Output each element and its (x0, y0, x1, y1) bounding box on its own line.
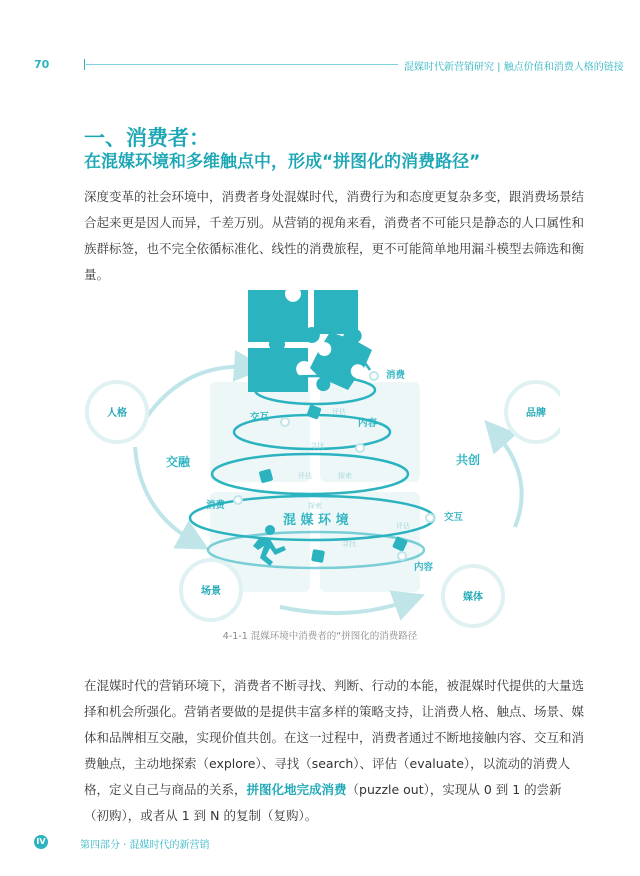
label-consume-top: 消费 (386, 370, 406, 381)
consumer-path-diagram (80, 282, 560, 632)
label-search-small-bot: 寻找 (342, 540, 356, 548)
body-text-before: 在混媒时代的营销环境下，消费者不断寻找、判断、行动的本能，被混媒时代提供的大量选择和机会所强化。营销者要做的是提供丰富多样的策略支持，让消费人格、触点、场景、媒体和品牌相互交融，实现价值共创。在这一过程中，消费者通过不断地接触内容、交互和消费触点，主动地探索（explore）、寻找（search）、评估（evaluate），以流动的消费人格，定义自己与商品的关系， (84, 678, 585, 797)
circle-scene (181, 560, 241, 620)
circle-media (443, 566, 503, 626)
circle-label-brand: 品牌 (526, 408, 546, 419)
label-cocreate: 共创 (456, 453, 481, 467)
label-explore-small-bot: 探索 (308, 502, 322, 510)
label-content-top: 内容 (358, 418, 378, 429)
label-content-bottom: 内容 (414, 562, 434, 573)
circle-label-scene: 场景 (201, 586, 221, 597)
circle-brand (506, 382, 560, 442)
label-explore-small-mid: 探索 (338, 472, 352, 480)
diagram-svg (80, 282, 560, 632)
header-divider (84, 59, 85, 70)
running-title: 混媒时代新营销研究 | 触点价值和消费人格的链接 (404, 62, 624, 73)
footer-text: 第四部分 · 混媒时代的新营销 (80, 840, 210, 851)
label-evaluate-small-top: 评估 (332, 408, 346, 416)
body-text-after: （puzzle out），实现从 0 到 1 的尝新（初购），或者从 1 到 N 的复制（复购）。 (84, 782, 562, 823)
label-interact-top: 交互 (250, 412, 270, 423)
page-footer (0, 832, 640, 852)
label-evaluate-small-bot: 评估 (396, 522, 410, 530)
circle-label-personality: 人格 (107, 408, 127, 419)
body-highlight: 拼图化地完成消费 (246, 782, 347, 797)
circle-label-media: 媒体 (463, 592, 483, 603)
page-header (0, 58, 640, 72)
label-search-small-top: 寻找 (310, 442, 324, 450)
body-paragraph (84, 673, 584, 829)
part-badge: IV (34, 835, 48, 849)
intro-paragraph: 深度变革的社会环境中，消费者身处混媒时代，消费行为和态度更复杂多变，跟消费场景结合起来更是因人而异，千差万别。从营销的视角来看，消费者不可能只是静态的人口属性和族群标签，也不完全依循标准化、线性的消费旅程，更不可能简单地用漏斗模型去筛选和衡量。 (84, 189, 585, 282)
figure-caption: 4-1-1 混媒环境中消费者的“拼图化的消费路径 (222, 631, 418, 642)
section-heading: 一、消费者： (84, 126, 210, 150)
section-subheading: 在混媒环境和多维触点中，形成“拼图化的消费路径” (84, 152, 481, 172)
circle-personality (87, 382, 147, 442)
label-interact-right: 交互 (444, 512, 464, 523)
page-number: 70 (34, 58, 50, 71)
arc-bottom (280, 600, 410, 613)
center-label: 混 媒 环 境 (283, 513, 349, 528)
arc-right (495, 432, 522, 527)
label-consume-left: 消费 (206, 500, 226, 511)
label-blend: 交融 (166, 455, 191, 469)
label-evaluate-small-mid: 评估 (298, 472, 312, 480)
header-rule (86, 64, 398, 65)
